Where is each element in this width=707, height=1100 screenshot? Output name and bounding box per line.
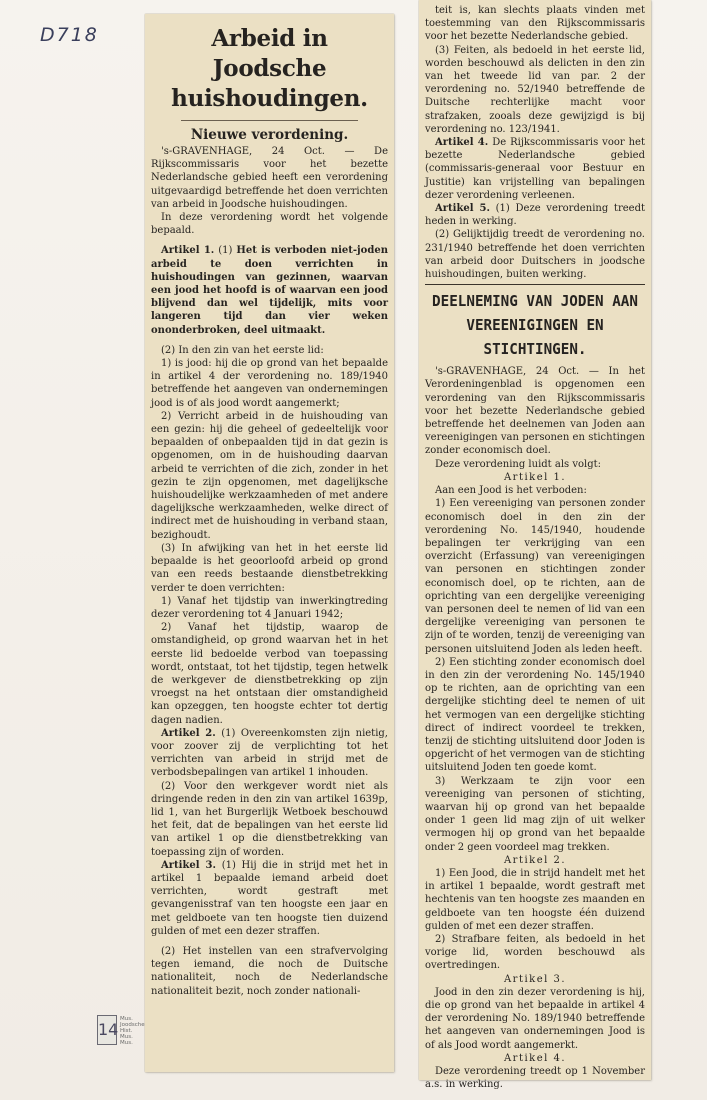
headline-rule: [181, 120, 358, 121]
article-text: De Rijkscommissaris voor het bezette Nederlandsche gebied (commissaris-generaal voor Bestuur en Justitie) kan vrijstelling van bepalingen dezer verordening verleenen.: [425, 137, 645, 201]
article-text: (1) Overeenkomsten zijn nietig, voor zoover zij de verplichting tot het verrichten van arbeid in strijd met de verbodsbepalingen van artikel 1 inhouden.: [151, 727, 388, 779]
article-label: Artikel 5.: [435, 203, 490, 215]
article-heading: Artikel 3.: [503, 973, 567, 985]
paragraph: 1) is jood: hij die op grond van het bepaalde in artikel 4 der verordening no. 189/1940 betreffende het aangeven van ondernemingen jood is of als jood wordt aangemerkt;: [151, 358, 388, 409]
article-5: [425, 202, 645, 228]
paragraph: 1) Vanaf het tijdstip van inwerkingtreding dezer verordening tot 4 Januari 1942;: [151, 595, 388, 620]
column-divider: [425, 284, 645, 285]
stamp-label: Mus. Joodsche Hist. Mus. Mus.: [120, 1016, 145, 1046]
paragraph: (2) In den zin van het eerste lid:: [161, 344, 324, 356]
clipping-left: [145, 14, 394, 1072]
paragraph: (2) Gelijktijdig treedt de verordening no. 231/1940 betreffende het doen verrichten van arbeid door Duitschers in joodsche huishoudingen, buiten werking.: [425, 229, 645, 281]
paragraph: 3) Werkzaam te zijn voor een vereeniging van personen of stichting, waarvan hij op grond van het bepaalde onder 1 geen lid mag zijn of uit welker vermogen hij op grond van het bepaalde onder 2 geen voordeel mag trekken.: [425, 775, 645, 853]
clipping-right: [419, 0, 651, 1091]
paragraph: (3) Feiten, als bedoeld in het eerste lid, worden beschouwd als delicten in den zin van het tweede lid van par. 2 der verordening no. 52/1940 betreffende de Duitsche rechterlijke macht voor strafzaken, zooals deze gewijzigd is bij verordening no. 123/1941.: [425, 44, 645, 135]
article-1: [151, 244, 388, 336]
paragraph: Jood in den zin dezer verordening is hij, die op grond van het bepaalde in artikel 4 der verordening No. 189/1940 betreffende het aangeven van ondernemingen Jood is of als Jood wordt aangemerkt.: [425, 986, 645, 1051]
headline-arbeid: Arbeid in Joodsche huishoudingen.: [171, 25, 368, 112]
article-number: (1): [218, 245, 233, 257]
article-label: Artikel 2.: [161, 727, 216, 739]
article-4: [425, 136, 645, 202]
paragraph: 's-GRAVENHAGE, 24 Oct. — In het Verordeningenblad is opgenomen een verordening van den Rijkscommissaris voor het bezette Nederlandsche gebied betreffende het deelnemen van Joden aan vereenigingen van personen en stichtingen zonder economisch doel.: [425, 366, 645, 457]
paragraph: 1) Een vereeniging van personen zonder economisch doel in den zin der verordening No. 145/1940, houdende bepalingen ter verkrijging van een overzicht (Erfassung) van vereenigingen van personen en stichtingen zonder economisch doel, op te richten, aan de oprichting van een dergelijke vereeniging van personen deel te nemen of lid van een dergelijke vereeniging van personen te zijn of te worden, tenzij de vereeniging van personen uitsluitend Joden als leden heeft.: [425, 498, 645, 655]
article-text: (1) Hij die in strijd met het in artikel 1 bepaalde iemand arbeid doet verrichten, wordt gestraft met gevangenisstraf van ten hoogste een jaar en met geldboete van ten hoogste tien duizend gulden of met een dezer straffen.: [151, 859, 388, 937]
paragraph: (3) In afwijking van het in het eerste lid bepaalde is het geoorloofd arbeid op grond van een reeds bestaande dienstbetrekking verder te doen verrichten:: [151, 542, 388, 594]
article-heading: Artikel 1.: [503, 471, 567, 483]
article-text: Het is verboden niet-joden arbeid te doen verrichten in huishoudingen van gezinnen, waarvan een jood het hoofd is of waarvan een jood blijvend dan wel tijdelijk, mits voor langeren tijd dan vier weken ononderbroken, deel uitmaakt.: [151, 245, 388, 336]
paragraph: (2) Voor den werkgever wordt niet als dringende reden in den zin van artikel 1639p, lid 1, van het Burgerlijk Wetboek beschouwd het feit, dat de bepalingen van het eerste lid van artikel 1 op die dienstbetrekking van toepassing zijn of worden.: [151, 780, 388, 858]
paragraph: (2) Het instellen van een strafvervolging tegen iemand, die noch de Duitsche nationaliteit, noch de Nederlandsche nationaliteit bezit, noch zonder nationali-: [151, 945, 388, 997]
paragraph: 2) Een stichting zonder economisch doel in den zin der verordening No. 145/1940 op te richten, aan de oprichting van een dergelijke stichting deel te nemen of uit het vermogen van een dergelijke stichting direct of indirect voordeel te trekken, tenzij de stichting uitsluitend door Joden is opgericht of het vermogen van de stichting uitsluitend Joden ten goede komt.: [425, 656, 645, 774]
paragraph: 2) Verricht arbeid in de huishouding van een gezin: hij die geheel of gedeeltelijk voor bepaalden of onbepaalden tijd in dat gezin is opgenomen, om in de huishouding daarvan arbeid te verrichten of die zich, zonder in het gezin te zijn opgenomen, met dagelijksche huishoudelijke werkzaamheden of met andere dagelijksche werkzaamheden, welke direct of indirect met de huishouding in verband staan, bezighoudt.: [151, 410, 388, 541]
subheadline: Nieuwe verordening.: [190, 127, 349, 143]
paragraph: Deze verordening treedt op 1 November a.s. in werking.: [425, 1066, 645, 1091]
handwritten-note: D718: [40, 24, 99, 46]
paragraph: teit is, kan slechts plaats vinden met toestemming van den Rijkscommissaris voor het bezette Nederlandsche gebied.: [425, 5, 645, 43]
paragraph: 1) Een Jood, die in strijd handelt met het in artikel 1 bepaalde, wordt gestraft met hechtenis van ten hoogste zes maanden en geldboete van ten hoogste één duizend gulden of met een dezer straffen.: [425, 867, 645, 932]
paragraph: 's-GRAVENHAGE, 24 Oct. — De Rijkscommissaris voor het bezette Nederlandsche gebied heeft een verordening uitgevaardigd betreffende het doen verrichten van arbeid in Joodsche huishoudingen.: [151, 146, 388, 210]
paragraph: In deze verordening wordt het volgende bepaald.: [151, 212, 388, 237]
headline-deelneming: DEELNEMING VAN JODEN AAN VEREENIGINGEN EN STICHTINGEN.: [432, 292, 638, 359]
article-label: Artikel 4.: [435, 137, 489, 149]
article-heading: Artikel 4.: [503, 1052, 567, 1064]
paragraph: Deze verordening luidt als volgt:: [435, 458, 601, 470]
archive-stamp: 14: [97, 1015, 117, 1045]
article-heading: Artikel 2.: [503, 854, 567, 866]
paragraph: 2) Strafbare feiten, als bedoeld in het vorige lid, worden beschouwd als overtredingen.: [425, 934, 645, 972]
article-label: Artikel 3.: [161, 859, 216, 871]
article-label: Artikel 1.: [161, 245, 215, 257]
article-2: [151, 727, 388, 780]
article-3: [151, 859, 388, 938]
article-text: (1) Deze verordening treedt heden in werking.: [425, 203, 645, 228]
paragraph: Aan een Jood is het verboden:: [435, 485, 587, 497]
paragraph: 2) Vanaf het tijdstip, waarop de omstandigheid, op grond waarvan het in het eerste lid bedoelde verbod van toepassing wordt, ontstaat, tot het tijdstip, tegen hetwelk de werkgever de dienstbetrekking op zijn vroegst na het ontstaan dier omstandigheid kan opzeggen, ten hoogste echter tot dertig dagen nadien.: [151, 622, 388, 726]
